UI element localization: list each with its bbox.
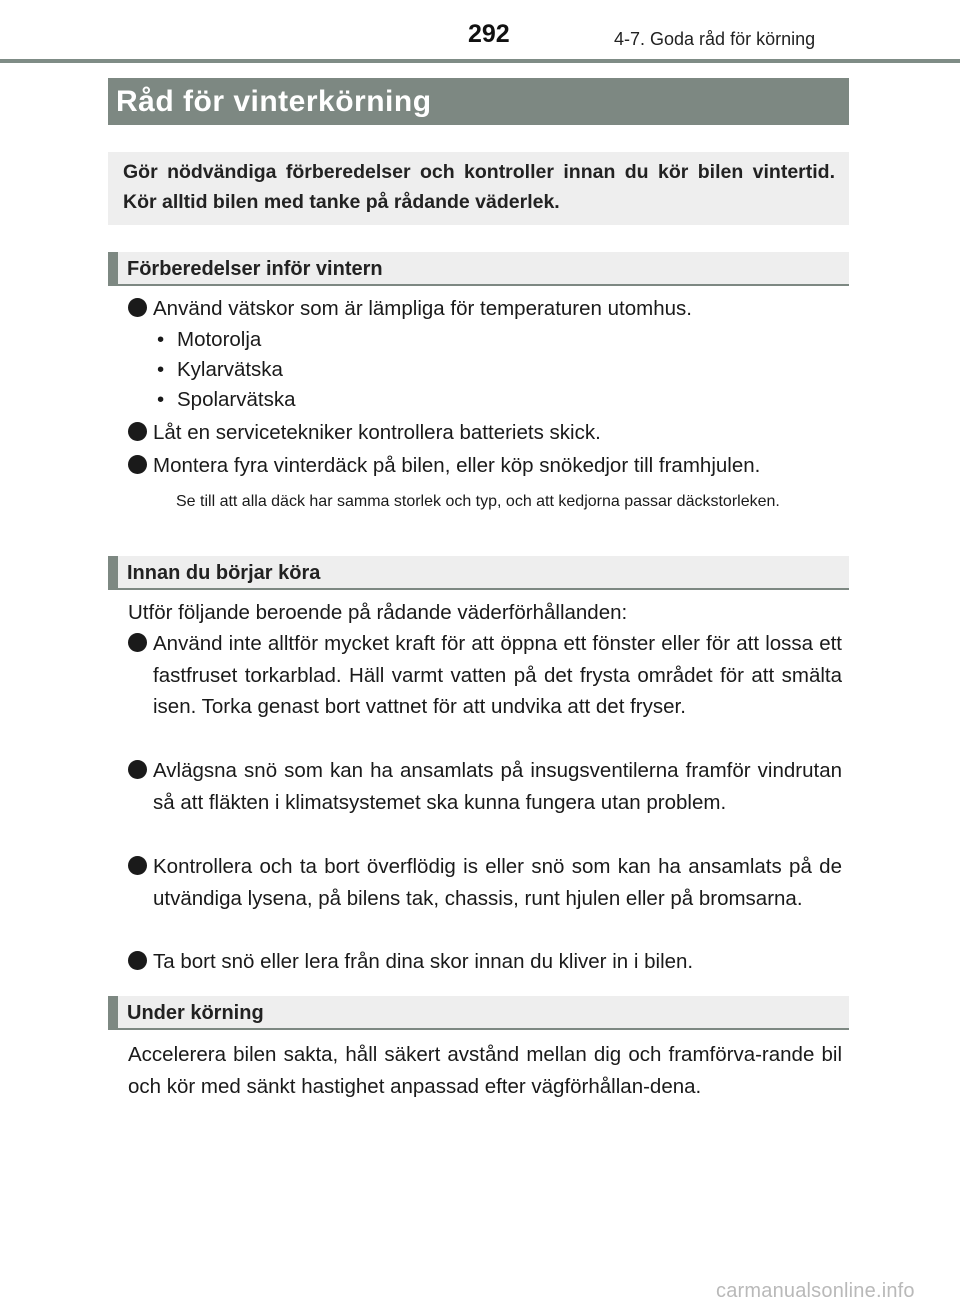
list-item: Använd inte alltför mycket kraft för att öppna ett fönster eller för att lossa ett fastfruset torkarblad. Häll varmt vatten på det frysta området för att smälta isen. Torka genast bort vattnet för att undvika att det fryser. (127, 628, 842, 723)
bullet-dot-icon: • (157, 328, 165, 351)
list-item: Kontrollera och ta bort överflödig is eller snö som kan ha ansamlats på de utvändiga lysena, på bilens tak, chassis, runt hjulen eller på bromsarna. (127, 851, 842, 914)
bullet-icon (128, 951, 147, 970)
list-item: Montera fyra vinterdäck på bilen, eller köp snökedjor till framhjulen. (127, 450, 842, 482)
body-text: Accelerera bilen sakta, håll säkert avstånd mellan dig och framförva-rande bil och kör med sänkt hastighet anpassad efter vägförhållan-dena. (128, 1043, 842, 1098)
list-item: Låt en servicetekniker kontrollera batteriets skick. (127, 417, 842, 449)
section-heading-while-driving: Under körning (108, 996, 849, 1030)
section-heading-preparations: Förberedelser inför vintern (108, 252, 849, 286)
list-item: Ta bort snö eller lera från dina skor innan du kliver in i bilen. (127, 946, 842, 978)
sub-list-item: • Kylarvätska (157, 355, 283, 385)
list-item: Använd vätskor som är lämpliga för temperaturen utomhus. (127, 293, 842, 325)
bullet-dot-icon: • (157, 388, 165, 411)
list-item: Avlägsna snö som kan ha ansamlats på insugsventilerna framför vindrutan så att fläkten i klimatsystemet ska kunna fungera utan problem. (127, 755, 842, 818)
section-heading-before-driving: Innan du börjar köra (108, 556, 849, 590)
bullet-icon (128, 633, 147, 652)
chapter-title: 4-7. Goda råd för körning (614, 29, 816, 49)
bullet-icon (128, 856, 147, 875)
page-header (0, 0, 960, 62)
bullet-icon (128, 455, 147, 474)
intro-box: Gör nödvändiga förberedelser och kontroller innan du kör bilen vintertid. Kör alltid bilen med tanke på rådande väderlek. (108, 152, 849, 225)
sub-list-item: • Spolarvätska (157, 385, 296, 415)
note-text: Se till att alla däck har samma storlek och typ, och att kedjorna passar däckstorleken. (176, 493, 780, 510)
bullet-dot-icon: • (157, 358, 165, 381)
sub-list-item: • Motorolja (157, 325, 261, 355)
bullet-icon (128, 760, 147, 779)
lead-text: Utför följande beroende på rådande väderförhållanden: (128, 601, 628, 624)
header-divider (0, 59, 960, 63)
bullet-icon (128, 422, 147, 441)
watermark: carmanualsonline.info (716, 1280, 915, 1302)
page-title: Råd för vinterkörning (108, 78, 849, 125)
bullet-icon (128, 298, 147, 317)
page-number: 292 (468, 20, 510, 48)
